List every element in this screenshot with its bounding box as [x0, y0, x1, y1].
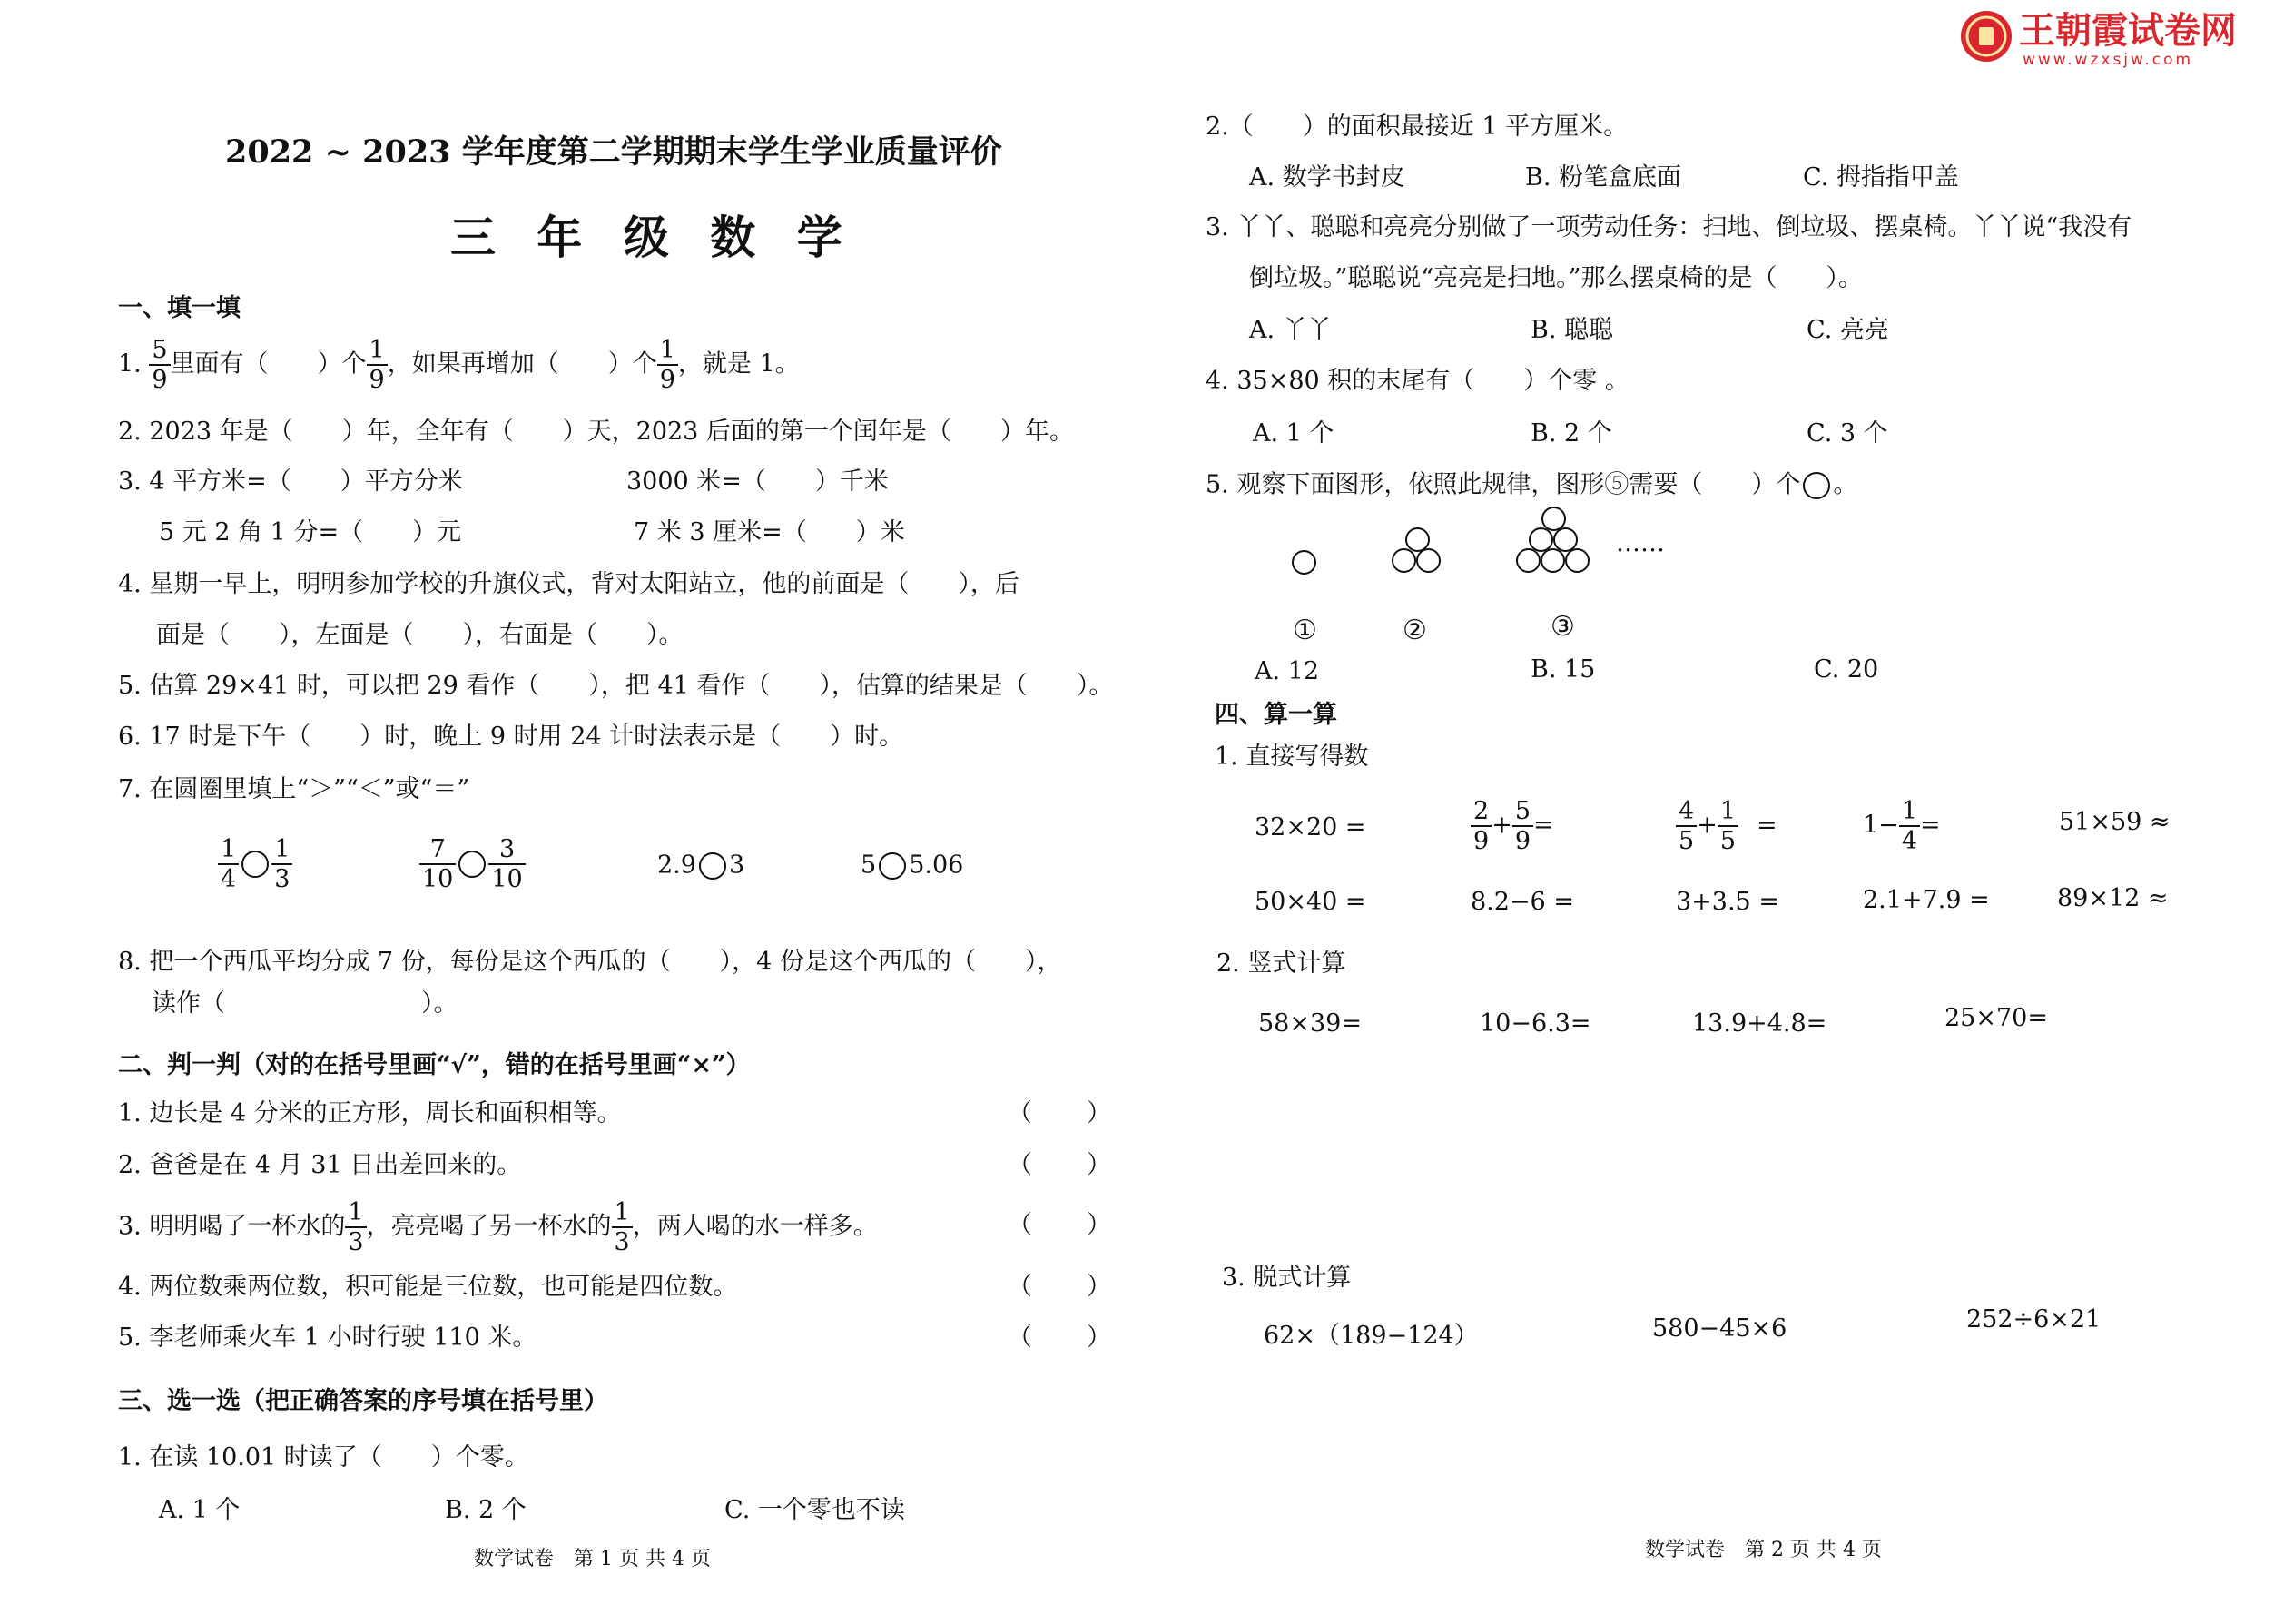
exam-title: 2022 ~ 2023 学年度第二学期期末学生学业质量评价 [225, 133, 1002, 171]
pattern-3-circle [1516, 548, 1541, 573]
compare-circle[interactable] [879, 852, 906, 880]
step-calc-2: 580−45×6 [1652, 1314, 1787, 1343]
s3-q4-option-a[interactable]: A. 1 个 [1253, 419, 1334, 448]
answer-paren[interactable]: （ ） [1008, 1151, 1113, 1179]
step-calc-1: 62×（189−124） [1264, 1322, 1479, 1350]
calc-51x59: 51×59 ≈ [2059, 808, 2171, 836]
s1-q1-num: 1. [118, 349, 142, 379]
s3-q3-option-b[interactable]: B. 聪聪 [1531, 316, 1614, 344]
compare-circle[interactable] [241, 851, 269, 878]
calc-2.1+7.9: 2.1+7.9 = [1863, 886, 1990, 914]
section-1-title: 一、填一填 [118, 294, 241, 322]
answer-paren[interactable]: （ ） [1008, 1273, 1113, 1301]
s1-q3b: 3000 米=（ ）千米 [626, 468, 889, 496]
s1-q6: 6. 17 时是下午（ ）时，晚上 9 时用 24 计时法表示是（ ）时。 [118, 723, 904, 751]
s1-q1 [118, 336, 800, 394]
pattern-3-circle [1565, 548, 1590, 573]
fraction: $\frac{1}{9}$ [657, 336, 678, 394]
calc-89x12: 89×12 ≈ [2057, 884, 2169, 912]
s4-sub-3: 3. 脱式计算 [1222, 1264, 1352, 1292]
calc-50x40: 50×40 = [1255, 888, 1366, 916]
pattern-2-circle [1416, 548, 1441, 573]
s1-q7-compare-c: 2.9 3 [657, 851, 745, 880]
s4-sub-2: 2. 竖式计算 [1216, 950, 1346, 978]
s1-q7: 7. 在圆圈里填上“＞”“＜”或“＝” [118, 775, 470, 803]
s1-q8a: 8. 把一个西瓜平均分成 7 份，每份是这个西瓜的（ ），4 份是这个西瓜的（ ）， [118, 948, 1062, 976]
watermark-brand: 王朝霞试卷网 [2019, 10, 2237, 52]
s3-q4-option-b[interactable]: B. 2 个 [1531, 419, 1612, 448]
calc-32x20: 32×20 = [1255, 813, 1366, 842]
s3-q2-option-b[interactable]: B. 粉笔盒底面 [1525, 163, 1682, 192]
watermark-url: www.wzxsjw.com [2023, 51, 2194, 69]
fraction: $\frac{1}{3}$ [612, 1198, 633, 1256]
s3-q5-option-a[interactable]: A. 12 [1255, 657, 1320, 685]
calc-frac-sum-9: $\frac{2}{9}$ + $\frac{5}{9}$ = [1471, 797, 1554, 855]
s3-q1-option-b[interactable]: B. 2 个 [445, 1496, 527, 1524]
s2-item-2: 2. 爸爸是在 4 月 31 日出差回来的。 [118, 1151, 522, 1179]
circle-icon [1803, 472, 1830, 499]
step-calc-3: 252÷6×21 [1966, 1305, 2102, 1334]
s3-q5: 5. 观察下面图形，依照此规律，图形⑤需要（ ）个 。 [1206, 470, 1858, 499]
s1-q3d: 7 米 3 厘米=（ ）米 [634, 518, 905, 546]
s3-q1-option-a[interactable]: A. 1 个 [159, 1496, 241, 1524]
vertical-calc-3: 13.9+4.8= [1692, 1009, 1827, 1038]
s1-q4a: 4. 星期一早上，明明参加学校的升旗仪式，背对太阳站立，他的前面是（ ），后 [118, 570, 1019, 598]
calc-8.2-6: 8.2−6 = [1471, 888, 1574, 916]
s1-q8b: 读作（ ）。 [152, 989, 458, 1018]
fraction: $\frac{1}{9}$ [367, 336, 388, 394]
fraction: $\frac{1}{3}$ [345, 1198, 366, 1256]
vertical-calc-2: 10−6.3= [1480, 1009, 1591, 1038]
s3-q2-option-c[interactable]: C. 拇指指甲盖 [1803, 163, 1959, 192]
watermark-logo [1959, 9, 2013, 68]
calc-one-minus-quarter: 1− $\frac{1}{4}$ = [1863, 797, 1941, 855]
s1-q1-text-2: ，如果再增加（ ）个 [387, 349, 657, 379]
section-3-title: 三、选一选（把正确答案的序号填在括号里） [118, 1387, 608, 1415]
s1-q7-compare-a: $\frac{1}{4}$ $\frac{1}{3}$ [218, 835, 292, 893]
compare-circle[interactable] [699, 852, 726, 880]
s1-q3a: 3. 4 平方米=（ ）平方分米 [118, 468, 463, 496]
s3-q3-option-c[interactable]: C. 亮亮 [1807, 316, 1889, 344]
s3-q2: 2.（ ）的面积最接近 1 平方厘米。 [1206, 113, 1629, 141]
s1-q2: 2. 2023 年是（ ）年，全年有（ ）天，2023 后面的第一个闰年是（ ）年。 [118, 418, 1074, 446]
s1-q4b: 面是（ ），左面是（ ），右面是（ ）。 [156, 621, 684, 649]
pattern-label-1: ① [1293, 615, 1317, 646]
s3-q3a: 3. 丫丫、聪聪和亮亮分别做了一项劳动任务：扫地、倒垃圾、摆桌椅。丫丫说“我没有 [1206, 213, 2132, 241]
s2-item-5: 5. 李老师乘火车 1 小时行驶 110 米。 [118, 1324, 537, 1352]
section-4-title: 四、算一算 [1215, 701, 1337, 729]
compare-circle[interactable] [458, 851, 486, 878]
fraction: $\frac{5}{9}$ [149, 336, 170, 394]
seal-icon [1959, 9, 2013, 64]
section-2-title: 二、判一判（对的在括号里画“√”，错的在括号里画“×”） [118, 1051, 751, 1079]
s3-q3-option-a[interactable]: A. 丫丫 [1249, 316, 1332, 344]
pattern-1-circle [1292, 550, 1316, 575]
s3-q5-option-c[interactable]: C. 20 [1814, 655, 1879, 684]
footer-right: 数学试卷 第 2 页 共 4 页 [1645, 1539, 1882, 1561]
s3-q2-option-a[interactable]: A. 数学书封皮 [1249, 163, 1405, 192]
calc-frac-sum-5: $\frac{4}{5}$ + $\frac{1}{5}$ = [1676, 797, 1777, 855]
s4-sub-1: 1. 直接写得数 [1215, 743, 1369, 771]
answer-paren[interactable]: （ ） [1008, 1099, 1113, 1127]
calc-3+3.5: 3+3.5 = [1676, 888, 1779, 916]
s3-q5-option-b[interactable]: B. 15 [1531, 655, 1596, 684]
s2-item-4: 4. 两位数乘两位数，积可能是三位数，也可能是四位数。 [118, 1273, 738, 1301]
pattern-ellipsis: …… [1616, 529, 1665, 557]
vertical-calc-4: 25×70= [1944, 1004, 2048, 1032]
s3-q1-option-c[interactable]: C. 一个零也不读 [724, 1496, 905, 1524]
vertical-calc-1: 58×39= [1258, 1009, 1362, 1038]
pattern-label-2: ② [1403, 615, 1427, 646]
s1-q3c: 5 元 2 角 1 分=（ ）元 [159, 518, 462, 546]
subject-title: 三 年 级 数 学 [450, 211, 855, 264]
s1-q1-text-3: ，就是 1。 [677, 349, 800, 379]
s2-item-1: 1. 边长是 4 分米的正方形，周长和面积相等。 [118, 1099, 622, 1127]
s2-item-3: 3. 明明喝了一杯水的 $\frac{1}{3}$ ，亮亮喝了另一杯水的 $\frac{1}{3}$ ，两人喝的水一样多。 [118, 1198, 878, 1256]
s1-q1-text-1: 里面有（ ）个 [170, 349, 367, 379]
s1-q7-compare-b: $\frac{7}{10}$ $\frac{3}{10}$ [419, 835, 526, 893]
s3-q4-option-c[interactable]: C. 3 个 [1807, 419, 1888, 448]
answer-paren[interactable]: （ ） [1008, 1324, 1113, 1352]
pattern-3-circle [1541, 548, 1565, 573]
answer-paren[interactable]: （ ） [1008, 1211, 1113, 1239]
s3-q1: 1. 在读 10.01 时读了（ ）个零。 [118, 1443, 529, 1471]
s1-q7-compare-d: 5 5.06 [861, 851, 964, 880]
pattern-2-circle [1392, 548, 1416, 573]
s3-q4: 4. 35×80 积的末尾有（ ）个零 。 [1206, 367, 1629, 395]
s3-q3b: 倒垃圾。”聪聪说“亮亮是扫地。”那么摆桌椅的是（ ）。 [1249, 264, 1863, 292]
footer-left: 数学试卷 第 1 页 共 4 页 [474, 1548, 711, 1570]
s1-q5: 5. 估算 29×41 时，可以把 29 看作（ ），把 41 看作（ ），估算的结果是（ ）。 [118, 672, 1114, 700]
pattern-label-3: ③ [1551, 611, 1575, 643]
